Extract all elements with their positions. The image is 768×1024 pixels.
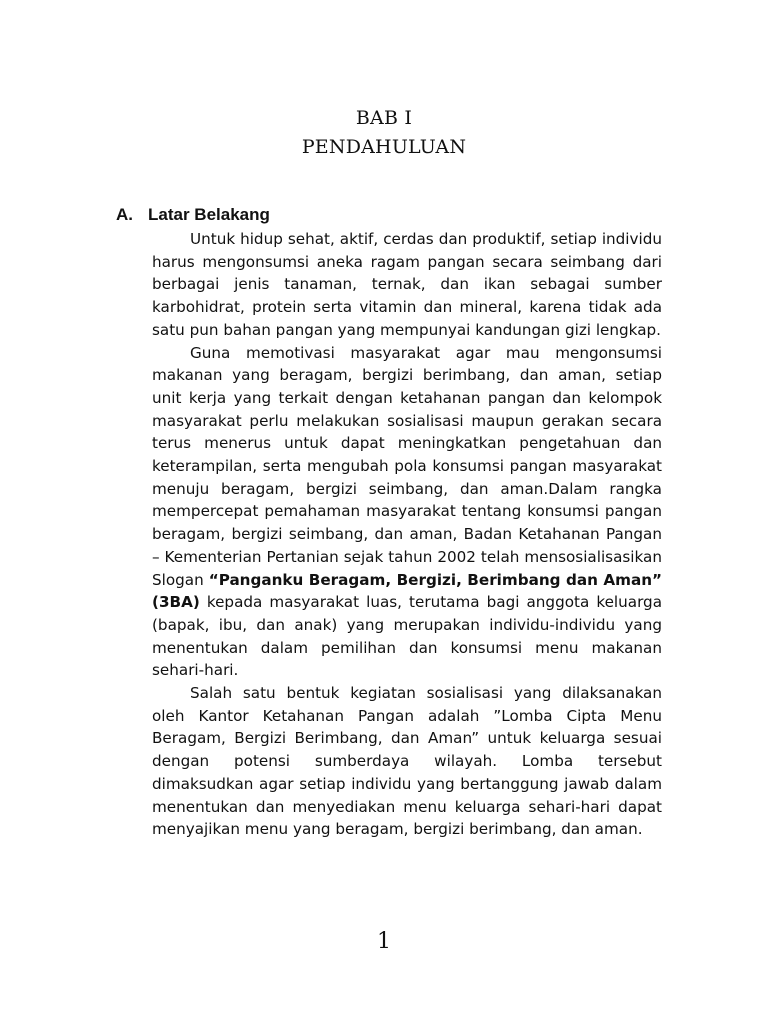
section-letter: A. (116, 205, 133, 224)
chapter-number: BAB I (355, 107, 413, 129)
section-title: Latar Belakang (148, 205, 270, 224)
paragraph-1: Untuk hidup sehat, aktif, cerdas dan produktif, setiap individu harus mengonsumsi aneka ragam pangan secara seimbang dari berbagai jenis tanaman, ternak, dan ikan sebagai sumber karbohidrat, protein serta vitamin dan mineral, karena tidak ada satu pun bahan pangan yang mempunyai kandungan gizi lengkap. (152, 230, 662, 339)
section-heading (116, 203, 270, 227)
paragraph-3: Salah satu bentuk kegiatan sosialisasi yang dilaksanakan oleh Kantor Ketahanan Pangan adalah ”Lomba Cipta Menu Beragam, Bergizi Berimbang, dan Aman” untuk keluarga sesuai dengan potensi sumberdaya wilayah. Lomba tersebut dimaksudkan agar setiap individu yang bertanggung jawab dalam menentukan dan menyediakan menu keluarga sehari-hari dapat menyajikan menu yang beragam, bergizi berimbang, dan aman. (152, 684, 662, 839)
body-text (152, 228, 662, 841)
paragraph-2-text-before: Guna memotivasi masyarakat agar mau mengonsumsi makanan yang beragam, bergizi berimbang, dan aman, setiap unit kerja yang terkait dengan ketahanan pangan dan kelompok masyarakat perlu melakukan sosialisasi maupun gerakan secara terus menerus untuk dapat meningkatkan pengetahuan dan keterampilan, serta mengubah pola konsumsi pangan masyarakat menuju beragam, bergizi seimbang, dan aman.Dalam rangka mempercepat pemahaman masyarakat tentang konsumsi pangan beragam, bergizi seimbang, dan aman, Badan Ketahanan Pangan – Kementerian Pertanian sejak tahun 2002 telah mensosialisasikan Slogan (152, 343, 662, 589)
chapter-title: PENDAHULUAN (301, 136, 467, 158)
page-number: 1 (377, 929, 391, 954)
slogan-text: “Panganku Beragam, Bergizi, Berimbang dan Aman” (3BA) (152, 570, 662, 612)
paragraph-2-text-after: kepada masyarakat luas, terutama bagi anggota keluarga (bapak, ibu, dan anak) yang merupakan individu-individu yang menentukan dalam pemilihan dan konsumsi menu makanan sehari-hari. (152, 593, 662, 680)
paragraph-2 (152, 342, 662, 683)
